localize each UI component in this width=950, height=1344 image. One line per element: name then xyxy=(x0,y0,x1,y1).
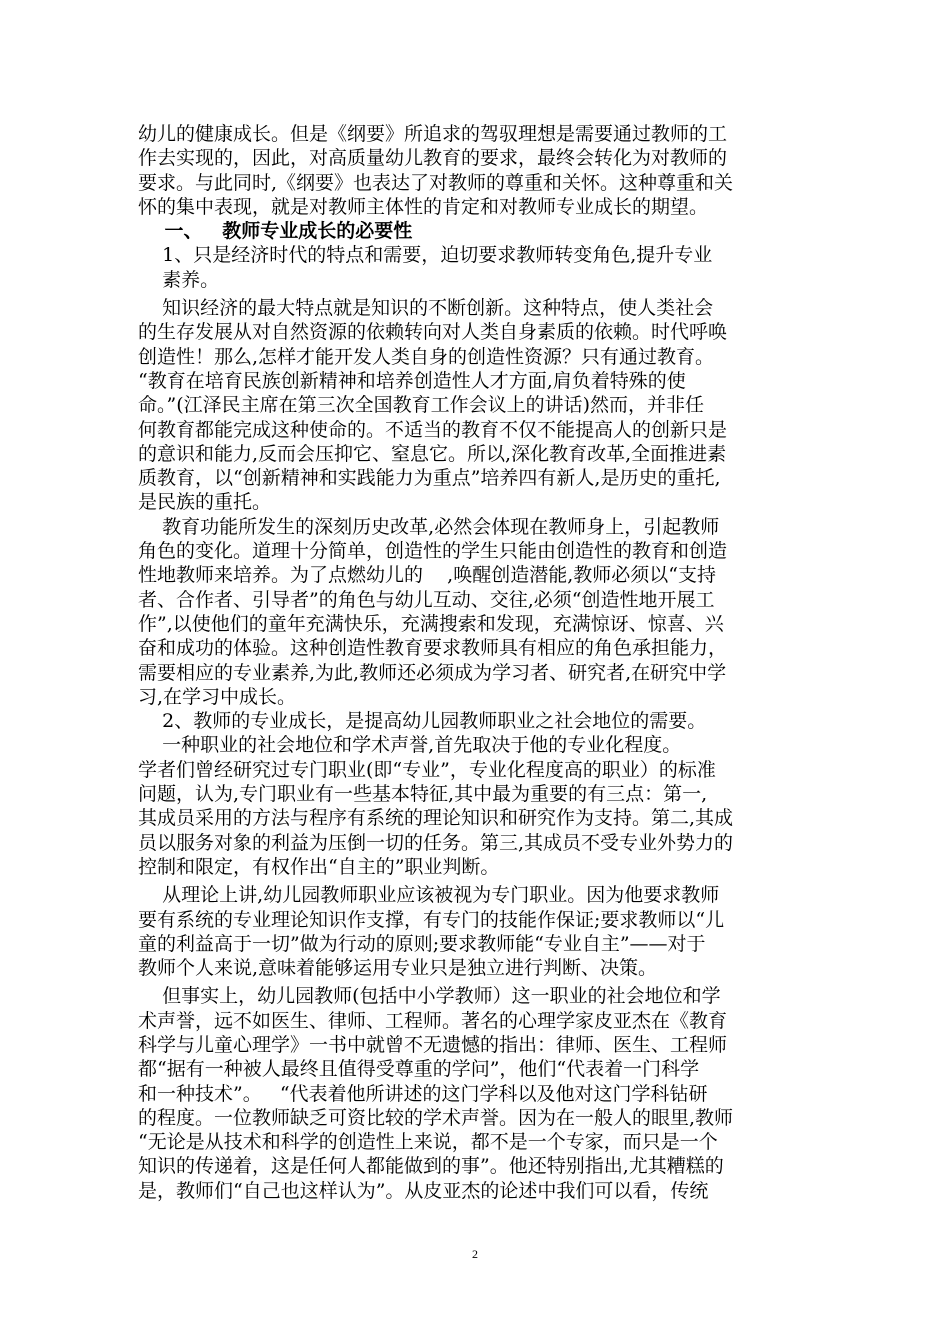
text-line: 其成员采用的方法与程序有系统的理论知识和研究作为支持。第二,其成 xyxy=(138,807,734,830)
page-number: 2 xyxy=(472,1247,478,1261)
text-line: 是，教师们“自己也这样认为”。从皮亚杰的论述中我们可以看，传统 xyxy=(138,1179,709,1202)
text-line: 的程度。一位教师缺乏可资比较的学术声誉。因为在一般人的眼里,教师 xyxy=(138,1106,734,1129)
text-line: 和一种技术”。 “代表着他所讲述的这门学科以及他对这门学科钻研 xyxy=(138,1082,708,1105)
text-line: 幼儿的健康成长。但是《纲要》所追求的驾驭理想是需要通过教师的工 xyxy=(138,123,728,145)
text-line: 但事实上，幼儿园教师(包括中小学教师）这一职业的社会地位和学 xyxy=(138,985,721,1008)
text-line: 知识的传递着，这是任何人都能做到的事”。他还特别指出,尤其糟糕的 xyxy=(138,1155,724,1178)
text-line: 教育功能所发生的深刻历史改革,必然会体现在教师身上，引起教师 xyxy=(138,515,720,538)
text-line: 从理论上讲,幼儿园教师职业应该被视为专门职业。因为他要求教师 xyxy=(138,884,720,907)
text-line: 习,在学习中成长。 xyxy=(138,685,297,708)
text-line: 控制和限定，有权作出“自主的”职业判断。 xyxy=(138,855,500,878)
text-line: 问题，认为,专门职业有一些基本特征,其中最为重要的有三点：第一, xyxy=(138,783,708,806)
text-line: 需要相应的专业素养,为此,教师还必须成为学习者、研究者,在研究中学 xyxy=(138,661,727,684)
text-line: 的生存发展从对自然资源的依赖转向对人类自身素质的依赖。时代呼唤 xyxy=(138,321,728,344)
text-line: 教师个人来说,意味着能够运用专业只是独立进行判断、决策。 xyxy=(138,957,658,980)
text-line: 要有系统的专业理论知识作支撑，有专门的技能作保证;要求教师以“儿 xyxy=(138,908,725,931)
text-line: 奋和成功的体验。这种创造性教育要求教师具有相应的角色承担能力， xyxy=(138,637,728,660)
text-line: 科学与儿童心理学》一书中就曾不无遗憾的指出：律师、医生、工程师 xyxy=(138,1033,728,1056)
text-line: 童的利益高于一切”做为行动的原则;要求教师能“专业自主”——对于 xyxy=(138,932,706,955)
text-line: 知识经济的最大特点就是知识的不断创新。这种特点，使人类社会 xyxy=(138,297,714,320)
text-line: 怀的集中表现，就是对教师主体性的肯定和对教师专业成长的期望。 xyxy=(138,195,709,218)
text-line: 者、合作者、引导者”的角色与幼儿互动、交往,必须“创造性地开展工 xyxy=(138,588,715,611)
text-line: 是民族的重托。 xyxy=(138,491,272,514)
text-line: 作去实现的，因此，对高质量幼儿教育的要求，最终会转化为对教师的 xyxy=(138,147,728,170)
text-line: “教育在培育民族创新精神和培养创造性人才方面,肩负着特殊的使 xyxy=(138,369,686,392)
subsection-heading: 2、教师的专业成长，是提高幼儿园教师职业之社会地位的需要。 xyxy=(138,710,707,733)
text-line: 员以服务对象的利益为压倒一切的任务。第三,其成员不受专业外势力的 xyxy=(138,831,734,854)
text-line: 都“据有一种被人最终且值得受尊重的学问”，他们“代表着一门科学 xyxy=(138,1058,700,1081)
section-heading: 一、 教师专业成长的必要性 xyxy=(138,220,413,243)
text-line: 命。”(江泽民主席在第三次全国教育工作会议上的讲话)然而，并非任 xyxy=(138,394,705,417)
subsection-heading: 1、只是经济时代的特点和需要，迫切要求教师转变角色,提升专业 xyxy=(138,244,713,267)
text-line: 创造性！那么,怎样才能开发人类自身的创造性资源？只有通过教育。 xyxy=(138,345,715,368)
text-line: 要求。与此同时,《纲要》也表达了对教师的尊重和关怀。这种尊重和关 xyxy=(138,171,734,194)
text-line: 术声誉，远不如医生、律师、工程师。著名的心理学家皮亚杰在《教育 xyxy=(138,1009,728,1032)
document-body xyxy=(138,122,838,1203)
subsection-heading-continued: 素养。 xyxy=(138,268,220,291)
text-line: 性地教师来培养。为了点燃幼儿的 ,唤醒创造潜能,教师必须以“支持 xyxy=(138,564,716,587)
text-line: 质教育，以“创新精神和实践能力为重点”培养四有新人,是历史的重托, xyxy=(138,467,721,490)
text-line: “无论是从技术和科学的创造性上来说，都不是一个专家，而只是一个 xyxy=(138,1131,718,1154)
text-line: 角色的变化。道理十分简单，创造性的学生只能由创造性的教育和创造 xyxy=(138,540,728,563)
text-line: 学者们曾经研究过专门职业(即“专业”，专业化程度高的职业）的标准 xyxy=(138,758,716,781)
text-line: 的意识和能力,反而会压抑它、窒息它。所以,深化教育改革,全面推进素 xyxy=(138,442,727,465)
text-line: 何教育都能完成这种使命的。不适当的教育不仅不能提高人的创新只是 xyxy=(138,418,728,441)
text-line: 一种职业的社会地位和学术声誉,首先取决于他的专业化程度。 xyxy=(138,734,682,757)
text-line: 作”,以使他们的童年充满快乐，充满搜索和发现，充满惊讶、惊喜、兴 xyxy=(138,612,724,635)
